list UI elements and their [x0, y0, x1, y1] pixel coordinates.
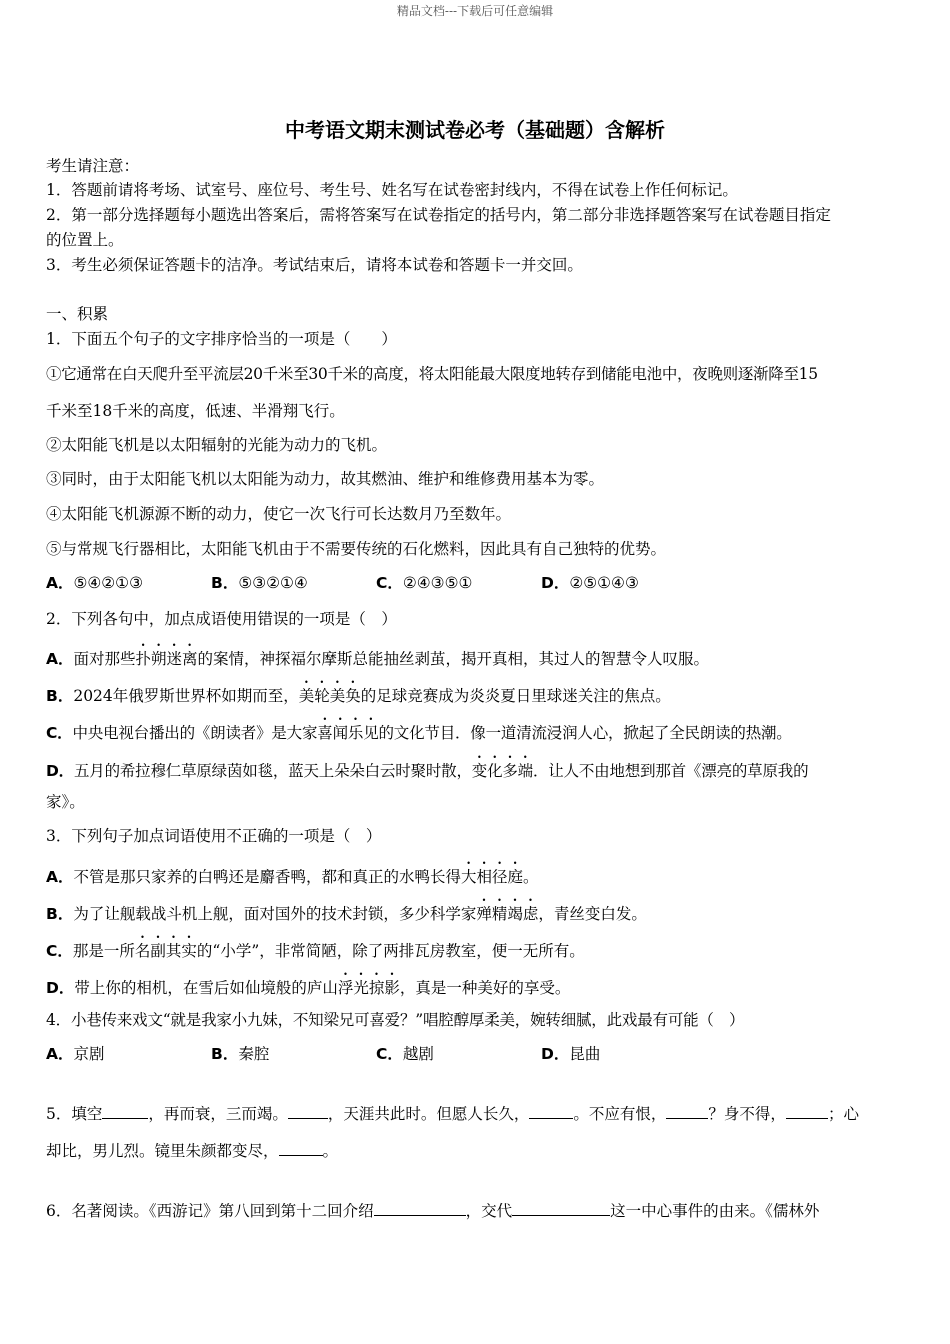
notice-item: 的位置上。 — [46, 231, 124, 249]
answer-blank[interactable] — [529, 1104, 573, 1119]
emphasized-word: 大相径庭 — [461, 868, 524, 886]
option-c[interactable]: C．越剧 — [376, 1045, 434, 1063]
option-a[interactable]: A．⑤④②①③ — [46, 574, 143, 592]
fill-blank-line: 5．填空 ，再而衰，三而竭。 ，天涯共此时。但愿人长久， 。不应有恨， ？身不得， ；心 — [46, 1105, 859, 1123]
answer-blank[interactable] — [288, 1104, 328, 1119]
answer-blank[interactable] — [102, 1104, 148, 1119]
option-d[interactable]: D．五月的希拉穆仁草原绿茵如毯，蓝天上朵朵白云时聚时散，变化多端．让人不由地想到那首《漂亮的草原我的 — [46, 762, 809, 780]
sentence: ②太阳能飞机是以太阳辐射的光能为动力的飞机。 — [46, 436, 388, 454]
notice-item: 1．答题前请将考场、试室号、座位号、考生号、姓名写在试卷密封线内，不得在试卷上作任何标记。 — [46, 181, 738, 199]
emphasized-word: 名副其实 — [134, 942, 197, 960]
sentence: ③同时，由于太阳能飞机以太阳能为动力，故其燃油、维护和维修费用基本为零。 — [46, 470, 605, 488]
answer-blank[interactable] — [374, 1201, 466, 1216]
option-d[interactable]: D．昆曲 — [541, 1045, 601, 1063]
sentence: ④太阳能飞机源源不断的动力，使它一次飞行可长达数月乃至数年。 — [46, 505, 512, 523]
sentence: ⑤与常规飞行器相比，太阳能飞机由于不需要传统的石化燃料，因此具有自己独特的优势。 — [46, 540, 667, 558]
option-a[interactable]: A．面对那些扑朔迷离的案情，神探福尔摩斯总能抽丝剥茧，揭开真相，其过人的智慧令人叹服。 — [46, 650, 710, 668]
option-row — [46, 571, 706, 593]
answer-blank[interactable] — [786, 1104, 828, 1119]
sentence: ①它通常在白天爬升至平流层20千米至30千米的高度，将太阳能最大限度地转存到储能电池中，夜晚则逐渐降至15 — [46, 365, 818, 383]
option-c[interactable]: C．中央电视台播出的《朗读者》是大家喜闻乐见的文化节目．像一道清流浸润人心，掀起了全民朗读的热潮。 — [46, 724, 792, 742]
answer-blank[interactable] — [666, 1104, 708, 1119]
option-b[interactable]: B．为了让舰载战斗机上舰，面对国外的技术封锁，多少科学家殚精竭虑，青丝变白发。 — [46, 905, 647, 923]
question-stem: 1．下面五个句子的文字排序恰当的一项是（ ） — [46, 330, 397, 348]
option-a[interactable]: A．不管是那只家养的白鸭还是麝香鸭，都和真正的水鸭长得大相径庭。 — [46, 868, 539, 886]
answer-blank[interactable] — [512, 1201, 610, 1216]
option-c[interactable]: C．那是一所名副其实的“小学”，非常简陋，除了两排瓦房教室，便一无所有。 — [46, 942, 585, 960]
option-d[interactable]: D．带上你的相机，在雪后如仙境般的庐山浮光掠影，真是一种美好的享受。 — [46, 979, 571, 997]
fill-blank-line: 却比，男儿烈。镜里朱颜都变尽， 。 — [46, 1142, 339, 1160]
fill-blank-line: 6．名著阅读。《西游记》第八回到第十二回介绍 ，交代 这一中心事件的由来。《儒林外 — [46, 1202, 820, 1220]
option-a[interactable]: A．京剧 — [46, 1045, 105, 1063]
question-stem: 3．下列句子加点词语使用不正确的一项是（ ） — [46, 827, 382, 845]
question-stem: 2．下列各句中，加点成语使用错误的一项是（ ） — [46, 610, 397, 628]
sentence: 千米至18千米的高度，低速、半滑翔飞行。 — [46, 402, 345, 420]
answer-blank[interactable] — [279, 1141, 323, 1156]
emphasized-idiom: 变化多端 — [471, 762, 533, 780]
page-title: 中考语文期末测试卷必考（基础题）含解析 — [285, 118, 665, 142]
option-b[interactable]: B．⑤③②①④ — [211, 574, 308, 592]
emphasized-word: 殚精竭虑 — [476, 905, 539, 923]
page-header: 精品文档---下载后可任意编辑 — [396, 4, 554, 18]
notice-item: 2．第一部分选择题每小题选出答案后，需将答案写在试卷指定的括号内，第二部分非选择题答案写在试卷题目指定 — [46, 206, 831, 224]
emphasized-idiom: 扑朔迷离 — [135, 650, 198, 668]
question-stem: 4．小巷传来戏文“就是我家小九妹，不知梁兄可喜爱？”唱腔醇厚柔美，婉转细腻，此戏最有可能（ ） — [46, 1011, 745, 1029]
option-row — [46, 1042, 706, 1064]
notice-heading: 考生请注意： — [46, 157, 140, 175]
option-c[interactable]: C．②④③⑤① — [376, 574, 473, 592]
emphasized-idiom: 美轮美奂 — [298, 687, 361, 705]
option-b[interactable]: B．2024年俄罗斯世界杯如期而至，美轮美奂的足球竞赛成为炎炎夏日里球迷关注的焦点。 — [46, 687, 671, 705]
option-d[interactable]: D．②⑤①④③ — [541, 574, 639, 592]
emphasized-idiom: 喜闻乐见 — [317, 724, 379, 742]
section-heading: 一、积累 — [46, 305, 109, 323]
notice-item: 3．考生必须保证答题卡的洁净。考试结束后，请将本试卷和答题卡一并交回。 — [46, 256, 583, 274]
option-b[interactable]: B．秦腔 — [211, 1045, 270, 1063]
emphasized-word: 浮光掠影 — [337, 979, 400, 997]
option-d-continued: 家》。 — [46, 793, 85, 811]
